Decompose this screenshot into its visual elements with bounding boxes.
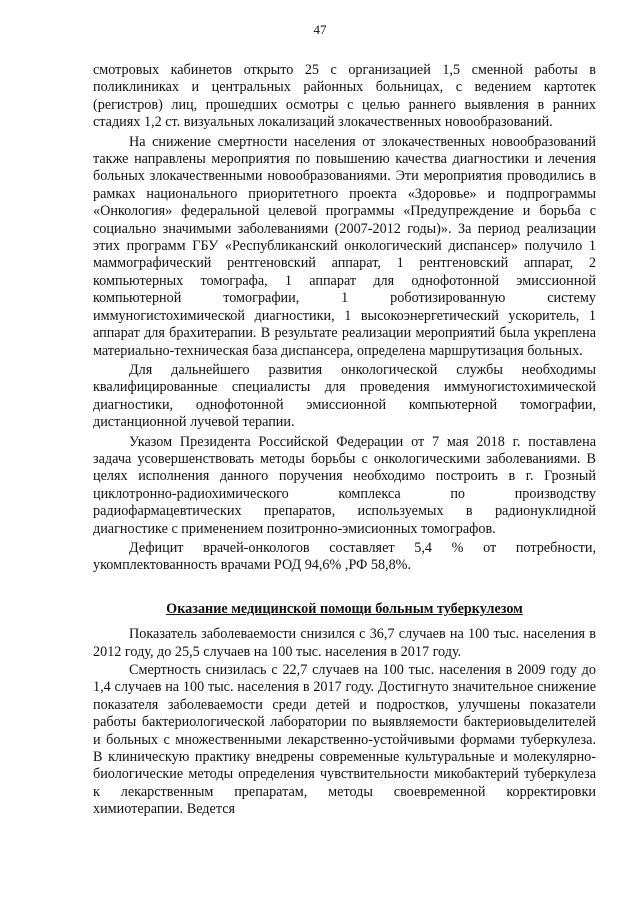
paragraph-mortality: Смертность снизилась с 22,7 случаев на 100 тыс. населения в 2009 году до 1,4 случаев на 100 тыс. населения в 2017 году. Достигнуто значительное снижение показателя заболеваемости среди детей и подростков, улучшены показатели работы бактериологической лаборатории по выявляемости бактериовыделителей и больных с множественными лекарственно-устойчивыми формами туберкулеза. В клиническую практику внедрены современные культуральные и молекулярно-биологические методы определения чувствительности микобактерий туберкулеза к лекарственным препаратам, методы своевременной корректировки химиотерапии. Ведется	[93, 662, 596, 818]
paragraph-oncology-measures: На снижение смертности населения от злокачественных новообразований также направлены мероприятия по повышению качества диагностики и лечения больных злокачественными новообразованиями. Эти мероприятия проводились в рамках национального приоритетного проекта «Здоровье» и подпрограммы «Онкология» федеральной целевой программы «Предупреждение и борьба с социально значимыми заболеваниями (2007-2012 годы)». За период реализации этих программ ГБУ «Республиканский онкологический диспансер» получило 1 маммографический рентгеновский аппарат, 1 рентгеновский аппарат, 2 компьютерных томографа, 1 аппарат для однофотонной эмиссионной компьютерной томографии, 1 роботизированную систему иммуногистохимической диагностики, 1 высокоэнергетический ускоритель, 1 аппарат для брахитерапии. В результате реализации мероприятий была укреплена материально-техническая база диспансера, определена маршрутизация больных.	[93, 133, 596, 359]
paragraph-incidence: Показатель заболеваемости снизился с 36,7 случаев на 100 тыс. населения в 2012 году, до 25,5 случаев на 100 тыс. населения в 2017 году.	[93, 626, 596, 660]
section-tuberculosis	[93, 626, 596, 818]
page-number: 47	[313, 22, 327, 37]
paragraph-continuation: смотровых кабинетов открыто 25 с организацией 1,5 сменной работы в поликлиниках и центральных районных больницах, с ведением картотек (регистров) лиц, прошедших осмотры с целью раннего выявления в ранних стадиях 1,2 ст. визуальных локализаций злокачественных новообразований.	[93, 62, 596, 131]
paragraph-presidential-decree: Указом Президента Российской Федерации от 7 мая 2018 г. поставлена задача усовершенствовать методы борьбы с онкологическими заболеваниями. В целях исполнения данного поручения необходимо построить в г. Грозный циклотронно-радиохимического комплекса по производству радиофармацевтических препаратов, используемых в радионуклидной диагностике с применением позитронно-эмисионных томографов.	[93, 433, 596, 537]
section-title-tuberculosis: Оказание медицинской помощи больным туберкулезом	[166, 600, 523, 617]
document-body	[93, 62, 596, 820]
paragraph-specialists: Для дальнейшего развития онкологической службы необходимы квалифицированные специалисты для проведения иммуногистохимической диагностики, однофотонной эмиссионной компьютерной томографии, дистанционной лучевой терапии.	[93, 361, 596, 431]
paragraph-oncologist-deficit: Дефицит врачей-онкологов составляет 5,4 % от потребности, укомплектованность врачами РОД 94,6% ,РФ 58,8%.	[93, 539, 596, 574]
